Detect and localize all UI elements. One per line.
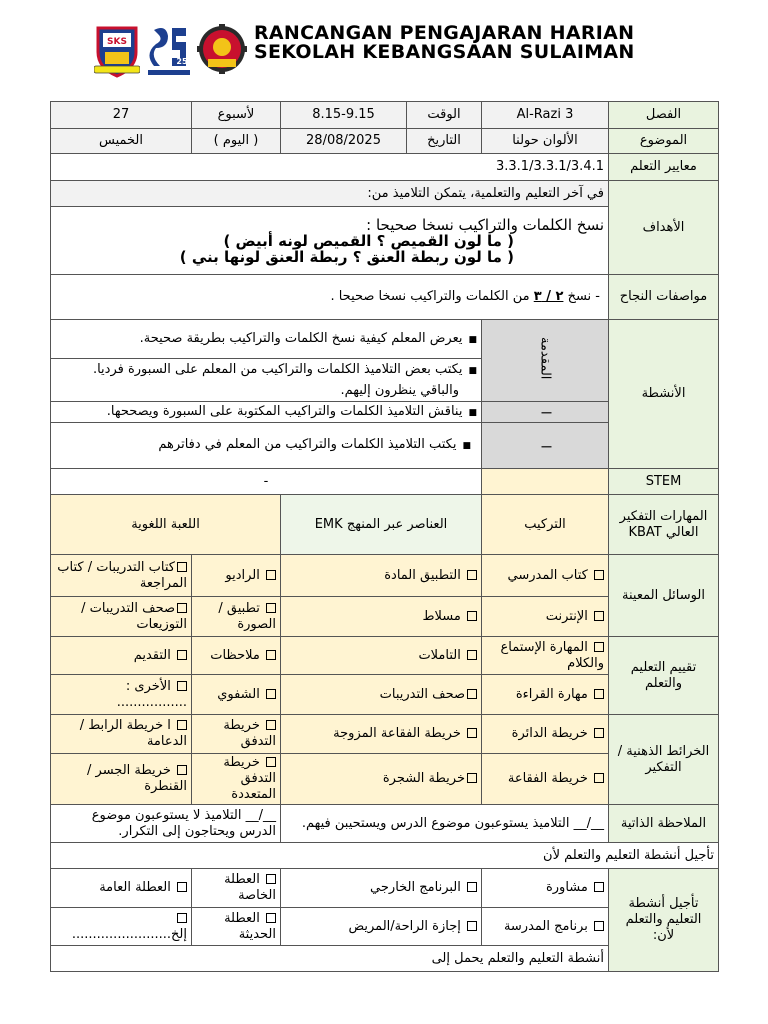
- checkbox[interactable]: [266, 720, 276, 730]
- checkbox[interactable]: [594, 611, 604, 621]
- maps-item-6[interactable]: خريطة الشجرة: [281, 754, 482, 805]
- checkbox[interactable]: [177, 562, 187, 572]
- checkbox[interactable]: [467, 570, 477, 580]
- checkbox[interactable]: [467, 773, 477, 783]
- checkbox[interactable]: [177, 882, 187, 892]
- checkbox[interactable]: [266, 689, 276, 699]
- week-label: لأسبوع: [192, 102, 281, 129]
- day-value: الخميس: [51, 129, 192, 154]
- page-header: [0, 18, 768, 84]
- kbat-col-2: العناصر عبر المنهج EMK: [281, 495, 482, 555]
- week-value: 27: [51, 102, 192, 129]
- title-line-1: RANCANGAN PENGAJARAN HARIAN: [254, 22, 635, 44]
- gear-emblem-logo: [197, 21, 247, 79]
- title-line-2: SEKOLAH KEBANGSAAN SULAIMAN: [254, 41, 635, 63]
- checkbox[interactable]: [594, 570, 604, 580]
- postpone-item-5[interactable]: برنامج المدرسة: [482, 908, 609, 946]
- objectives-body: [51, 207, 609, 275]
- activity-2-cont: والباقي ينظرون إليهم.: [340, 383, 459, 398]
- objective-line-3: ( ما لون ربطة العنق ؟ ربطة العنق لونها بني ): [179, 247, 514, 266]
- class-value: 3 Al-Razi: [482, 102, 609, 129]
- postpone-item-8[interactable]: إلخ........................: [51, 908, 192, 946]
- assessment-item-5[interactable]: مهارة القراءة: [482, 675, 609, 715]
- media-label: الوسائل المعينة: [609, 555, 719, 637]
- checkbox[interactable]: [266, 603, 276, 613]
- media-item-7[interactable]: تطبيق / الصورة: [192, 597, 281, 637]
- maps-item-2[interactable]: خريطة الفقاعة المزوجة: [281, 715, 482, 754]
- activity-4: [51, 423, 482, 469]
- reflection-not-understand: __/__ التلاميذ لا يستوعبون موضوع الدرس ويحتاجون إلى التكرار.: [51, 805, 281, 843]
- activities-label: الأنشطة: [609, 320, 719, 469]
- checkbox[interactable]: [266, 650, 276, 660]
- activity-4-text: يكتب التلاميذ الكلمات والتراكيب من المعلم في دفاترهم: [158, 437, 457, 452]
- media-item-1[interactable]: كتاب المدرسي: [482, 555, 609, 597]
- stage-closing-text: ا: [537, 444, 553, 449]
- objectives-intro: في آخر التعليم والتعلمية، يتمكن التلاميذ من:: [51, 181, 609, 207]
- maps-item-4[interactable]: ا خريطة الرابط / الدعامة: [51, 715, 192, 754]
- checkbox[interactable]: [266, 757, 276, 767]
- checkbox[interactable]: [177, 681, 187, 691]
- logo2-text: 25: [176, 57, 188, 66]
- maps-item-3[interactable]: خريطة التدفق: [192, 715, 281, 754]
- assessment-label: تقييم التعليم والتعلم: [609, 637, 719, 715]
- activity-2: [51, 359, 482, 402]
- stem-value: -: [51, 469, 482, 495]
- checkbox[interactable]: [266, 913, 276, 923]
- time-value: 8.15-9.15: [281, 102, 407, 129]
- assessment-item-8[interactable]: الأخرى : .................: [51, 675, 192, 715]
- objective-line-1: نسخ الكلمات والتراكيب نسخا صحيحا :: [366, 215, 604, 234]
- media-item-8[interactable]: صحف التدريبات / التوزيعات: [51, 597, 192, 637]
- objectives-label: الأهداف: [609, 181, 719, 275]
- checkbox[interactable]: [594, 773, 604, 783]
- kbat-col-1: التركيب: [482, 495, 609, 555]
- bullet-icon: ■: [462, 441, 471, 451]
- school-crest-logo: [94, 22, 140, 78]
- checkbox[interactable]: [467, 921, 477, 931]
- postpone-item-3[interactable]: العطلة الخاصة: [192, 869, 281, 908]
- date-value: 28/08/2025: [281, 129, 407, 154]
- checkbox[interactable]: [594, 689, 604, 699]
- postpone-item-6[interactable]: إجازة الراحة/المريض: [281, 908, 482, 946]
- success-prefix: - نسخ: [567, 289, 600, 304]
- assessment-item-6[interactable]: صحف التدريبات: [281, 675, 482, 715]
- maps-item-8[interactable]: خريطة الجسر / القنطرة: [51, 754, 192, 805]
- assessment-item-3[interactable]: ملاحظات: [192, 637, 281, 675]
- lesson-plan-table: [50, 101, 719, 972]
- maps-item-5[interactable]: خريطة الفقاعة: [482, 754, 609, 805]
- maps-label: الخرائط الذهنية / التفكير: [609, 715, 719, 805]
- checkbox[interactable]: [467, 689, 477, 699]
- time-label: الوقت: [407, 102, 482, 129]
- bullet-icon: ■: [468, 366, 477, 376]
- checkbox[interactable]: [467, 611, 477, 621]
- assessment-item-7[interactable]: الشفوي: [192, 675, 281, 715]
- postpone-label: تأجيل أنشطة التعليم والتعلم لأن:: [609, 869, 719, 972]
- kbat-label: المهارات التفكير العالي KBAT: [609, 495, 719, 555]
- activity-1: [51, 320, 482, 359]
- class-label: الفصل: [609, 102, 719, 129]
- page-title: [254, 24, 635, 62]
- media-item-2[interactable]: التطبيق المادة: [281, 555, 482, 597]
- activity-3-text: يناقش التلاميذ الكلمات والتراكيب المكتوبة على السبورة ويصححها.: [106, 403, 463, 419]
- checkbox[interactable]: [177, 650, 187, 660]
- maps-item-7[interactable]: خريطة التدفق المتعددة: [192, 754, 281, 805]
- postpone-item-7[interactable]: العطلة الحديثة: [192, 908, 281, 946]
- checkbox[interactable]: [177, 603, 187, 613]
- activity-2-text: يكتب بعض التلاميذ الكلمات والتراكيب من المعلم على السبورة فرديا.: [92, 362, 463, 377]
- standards-code: 3.3.1/3.3.1/3.4.1: [496, 159, 604, 174]
- checkbox[interactable]: [594, 882, 604, 892]
- success-suffix: من الكلمات والتراكيب نسخا صحيحا .: [330, 289, 530, 304]
- checkbox[interactable]: [467, 728, 477, 738]
- ministry-logo: [146, 22, 192, 78]
- postpone-footer: أنشطة التعليم والتعلم يحمل إلى: [51, 946, 609, 972]
- checkbox[interactable]: [177, 765, 187, 775]
- stage-development-text: ا: [537, 411, 553, 415]
- maps-item-1[interactable]: خريطة الدائرة: [482, 715, 609, 754]
- reflection-label: الملاحظة الذاتية: [609, 805, 719, 843]
- standards-value: [51, 154, 609, 181]
- standards-label: معايير التعلم: [609, 154, 719, 181]
- media-item-3[interactable]: الراديو: [192, 555, 281, 597]
- activity-3: [51, 402, 482, 423]
- media-item-4[interactable]: كتاب التدريبات / كتاب المراجعة: [51, 555, 192, 597]
- stage-closing: [482, 423, 609, 469]
- reflection-postpone: تأجيل أنشطة التعليم والتعلم لأن: [51, 843, 719, 869]
- checkbox[interactable]: [594, 642, 604, 652]
- checkbox[interactable]: [177, 913, 187, 923]
- success-label: مواصفات النجاح: [609, 275, 719, 320]
- checkbox[interactable]: [266, 874, 276, 884]
- postpone-item-1[interactable]: مشاورة: [482, 869, 609, 908]
- objective-line-2: ( ما لون القميص ؟ القميص لونه أبيض ): [223, 231, 514, 250]
- postpone-item-2[interactable]: البرنامج الخارجي: [281, 869, 482, 908]
- bullet-icon: ■: [468, 407, 477, 418]
- day-label: ( اليوم ): [192, 129, 281, 154]
- stage-development: [482, 402, 609, 423]
- media-item-6[interactable]: مسلاط: [281, 597, 482, 637]
- assessment-item-1[interactable]: المهارة الإستماع والكلام: [482, 637, 609, 675]
- postpone-item-4[interactable]: العطلة العامة: [51, 869, 192, 908]
- checkbox[interactable]: [594, 921, 604, 931]
- topic-value: الألوان حولنا: [482, 129, 609, 154]
- activity-1-text: يعرض المعلم كيفية نسخ الكلمات والتراكيب بطريقة صحيحة.: [139, 330, 463, 346]
- kbat-col-3: اللعبة اللغوية: [51, 495, 281, 555]
- stem-label: STEM: [609, 469, 719, 495]
- checkbox[interactable]: [594, 728, 604, 738]
- success-criteria: [51, 275, 609, 320]
- checkbox[interactable]: [467, 650, 477, 660]
- reflection-understand: __/__ التلاميذ يستوعبون موضوع الدرس ويستحيبن فيهم.: [281, 805, 609, 843]
- success-fraction: ٢ / ٣: [533, 289, 564, 304]
- checkbox[interactable]: [467, 882, 477, 892]
- stage-intro-text: المقدمة: [537, 336, 553, 380]
- topic-label: الموضوع: [609, 129, 719, 154]
- checkbox[interactable]: [266, 570, 276, 580]
- checkbox[interactable]: [177, 720, 187, 730]
- stage-intro: [482, 320, 609, 402]
- logo1-text: SKS: [107, 37, 127, 47]
- media-item-5[interactable]: الإنترنت: [482, 597, 609, 637]
- bullet-icon: ■: [468, 334, 477, 345]
- date-label: التاريخ: [407, 129, 482, 154]
- assessment-item-4[interactable]: التقديم: [51, 637, 192, 675]
- assessment-item-2[interactable]: التاملات: [281, 637, 482, 675]
